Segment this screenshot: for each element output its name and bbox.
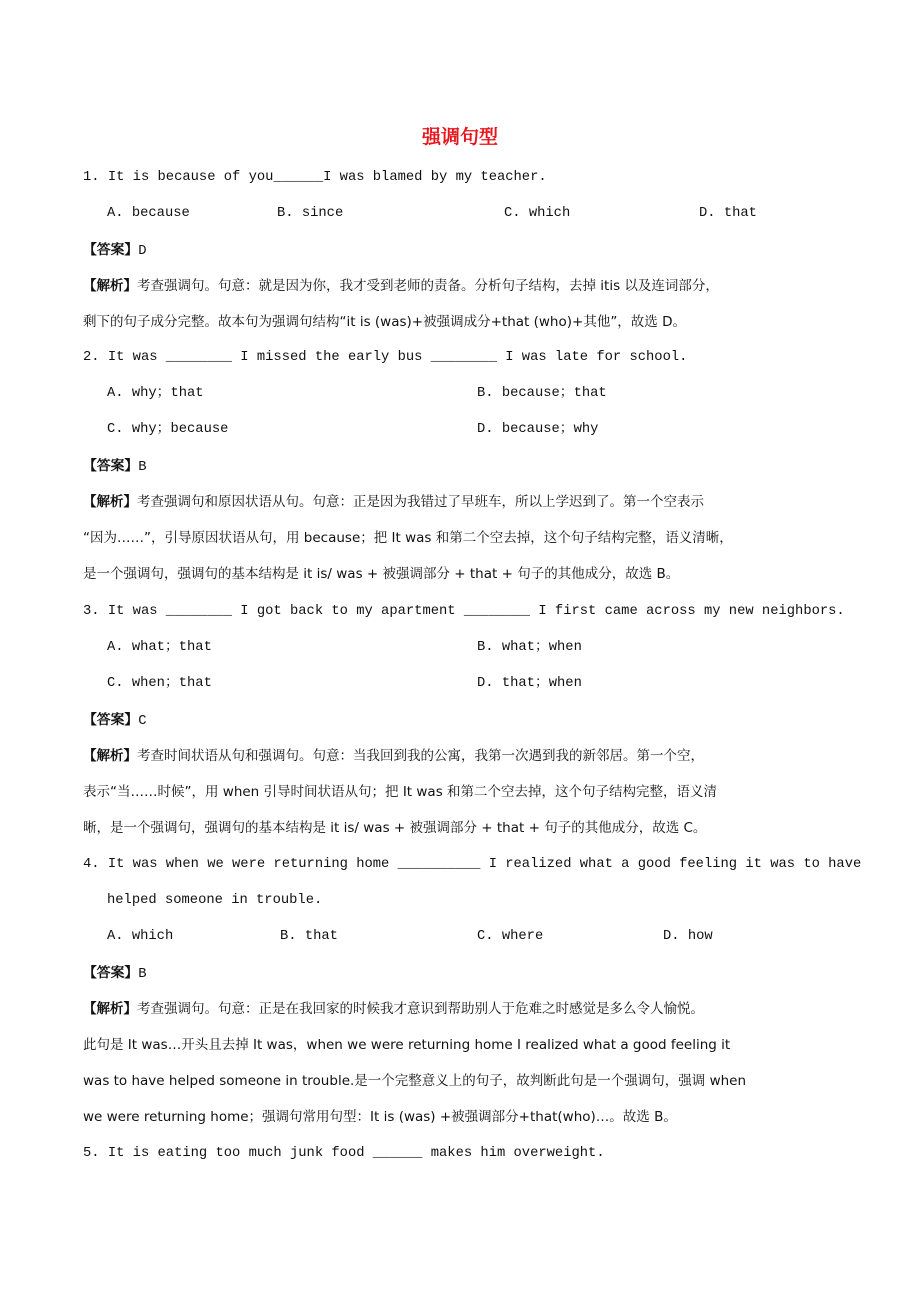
q3-option-c: C. when；that: [107, 676, 212, 691]
question-4-stem-cont: helped someone in trouble.: [107, 893, 323, 908]
q4-option-c: C. where: [477, 929, 544, 944]
q1-option-c: C. which: [504, 206, 571, 221]
q4-answer: [83, 963, 146, 983]
q2-option-c: C. why；because: [107, 422, 229, 437]
analysis-label: 【解析】: [83, 494, 137, 510]
question-5-stem: 5. It is eating too much junk food ______ makes him overweight.: [83, 1146, 605, 1161]
analysis-text: 考查时间状语从句和强调句。句意：当我回到我的公寓，我第一次遇到我的新邻居。第一个空，: [137, 748, 704, 764]
q3-answer: [83, 710, 146, 730]
analysis-label: 【解析】: [83, 1001, 137, 1017]
q3-analysis-line: 表示“当……时候”，用 when 引导时间状语从句；把 It was 和第二个空去掉，这个句子结构完整，语义清: [83, 784, 718, 800]
q4-option-d: D. how: [663, 929, 713, 944]
q1-answer: [83, 240, 146, 260]
q2-analysis-line: [83, 492, 704, 512]
page-title: 强调句型: [421, 126, 498, 148]
answer-value: B: [138, 460, 147, 475]
q1-option-a: A. because: [107, 206, 190, 221]
q3-option-d: D. that；when: [477, 676, 582, 691]
q4-analysis-line: [83, 999, 704, 1019]
q4-analysis-line: was to have helped someone in trouble.是一个完整意义上的句子，故判断此句是一个强调句，强调 when: [83, 1073, 747, 1089]
answer-label: 【答案】: [83, 242, 139, 258]
q3-analysis-line: 晰，是一个强调句，强调句的基本结构是 it is/ was + 被强调部分 + that + 句子的其他成分，故选 C。: [83, 820, 707, 836]
q4-option-b: B. that: [280, 929, 338, 944]
answer-label: 【答案】: [83, 965, 139, 981]
q4-analysis-line: 此句是 It was…开头且去掉 It was，when we were returning home I realized what a good feeling it: [83, 1037, 731, 1053]
q3-option-a: A. what；that: [107, 640, 212, 655]
analysis-text: 考查强调句。句意：就是因为你，我才受到老师的责备。分析句子结构，去掉 itis 以及连词部分，: [137, 278, 719, 294]
q2-option-d: D. because；why: [477, 422, 599, 437]
question-4-stem: 4. It was when we were returning home __________ I realized what a good feeling it was to have: [83, 857, 862, 872]
question-1-stem: 1. It is because of you______I was blamed by my teacher.: [83, 170, 547, 185]
question-2-stem: 2. It was ________ I missed the early bus ________ I was late for school.: [83, 350, 688, 365]
question-3-stem: 3. It was ________ I got back to my apartment ________ I first came across my new neighbors.: [83, 604, 845, 619]
q1-analysis-line: 剩下的句子成分完整。故本句为强调句结构“it is (was)+被强调成分+that (who)+其他”，故选 D。: [83, 314, 686, 330]
q3-analysis-line: [83, 746, 704, 766]
q4-analysis-line: we were returning home；强调句常用句型：It is (was) +被强调部分+that(who)…。故选 B。: [83, 1109, 677, 1125]
analysis-text: 考查强调句和原因状语从句。句意：正是因为我错过了早班车，所以上学迟到了。第一个空表示: [137, 494, 704, 510]
q2-analysis-line: “因为……”，引导原因状语从句，用 because；把 It was 和第二个空去掉，这个句子结构完整，语义清晰，: [83, 530, 733, 546]
answer-value: C: [138, 714, 147, 729]
q1-option-d: D. that: [699, 206, 757, 221]
q4-option-a: A. which: [107, 929, 174, 944]
answer-label: 【答案】: [83, 458, 139, 474]
analysis-text: 考查强调句。句意：正是在我回家的时候我才意识到帮助别人于危难之时感觉是多么令人愉悦。: [137, 1001, 704, 1017]
answer-value: D: [138, 244, 147, 259]
answer-value: B: [138, 967, 147, 982]
q2-analysis-line: 是一个强调句，强调句的基本结构是 it is/ was + 被强调部分 + that + 句子的其他成分，故选 B。: [83, 566, 680, 582]
analysis-label: 【解析】: [83, 278, 137, 294]
q1-analysis-line: [83, 276, 719, 296]
q1-option-b: B. since: [277, 206, 344, 221]
q2-answer: [83, 456, 146, 476]
q3-option-b: B. what；when: [477, 640, 582, 655]
analysis-label: 【解析】: [83, 748, 137, 764]
answer-label: 【答案】: [83, 712, 139, 728]
q2-option-b: B. because；that: [477, 386, 607, 401]
q2-option-a: A. why；that: [107, 386, 204, 401]
